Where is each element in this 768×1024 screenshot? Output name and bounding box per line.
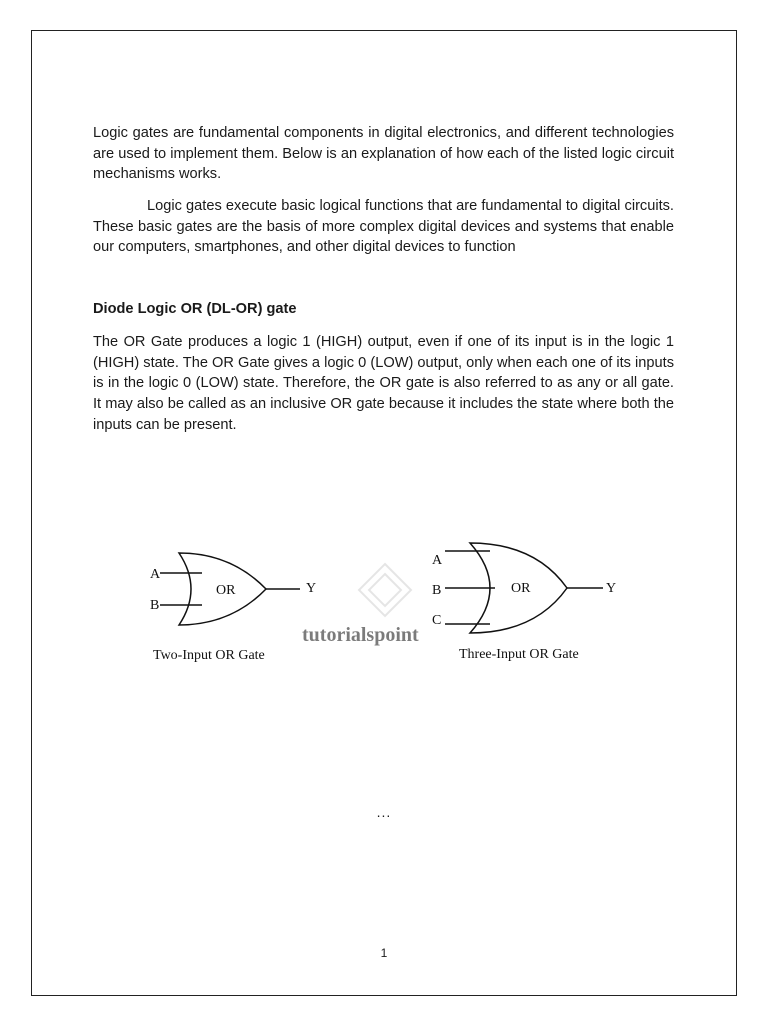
or-gate-diagram [130, 535, 630, 670]
ellipsis: ... [376, 804, 392, 820]
or-gate-figure [130, 535, 630, 670]
two-input-label-a: A [150, 567, 161, 582]
two-input-caption: Two-Input OR Gate [153, 648, 265, 663]
three-input-caption: Three-Input OR Gate [459, 647, 579, 662]
three-input-label-b: B [432, 583, 442, 598]
intro-paragraph-1: Logic gates are fundamental components in digital electronics, and different technologies are used to implement them. Below is an explanation of how each of the listed logic circuit mechanisms works. [93, 125, 674, 183]
three-input-label-y: Y [606, 581, 617, 596]
two-input-label-b: B [150, 598, 160, 613]
two-input-label-y: Y [306, 581, 317, 596]
watermark-text: tutorialspoint [302, 624, 419, 646]
section-paragraph: The OR Gate produces a logic 1 (HIGH) output, even if one of its input is in the logic 1 (HIGH) state. The OR Gate gives a logic 0 (LOW) output, only when each one of its inputs is in the logic 0 (LOW) state. Therefore, the OR gate is also referred to as any or all gate. It may also be called as an inclusive OR gate because it includes the state where both the inputs can be present. [93, 334, 674, 433]
two-input-gate-label: OR [216, 583, 236, 598]
three-input-gate-label: OR [511, 581, 531, 596]
three-input-label-a: A [432, 553, 443, 568]
page-number: 1 [380, 946, 388, 960]
three-input-label-c: C [432, 613, 442, 628]
section-heading: Diode Logic OR (DL-OR) gate [93, 301, 297, 317]
watermark-logo [359, 564, 411, 616]
intro-paragraph-2: Logic gates execute basic logical functions that are fundamental to digital circuits. These basic gates are the basis of more complex digital devices and systems that enable our computers, smartphones, and other digital devices to function [93, 198, 674, 256]
